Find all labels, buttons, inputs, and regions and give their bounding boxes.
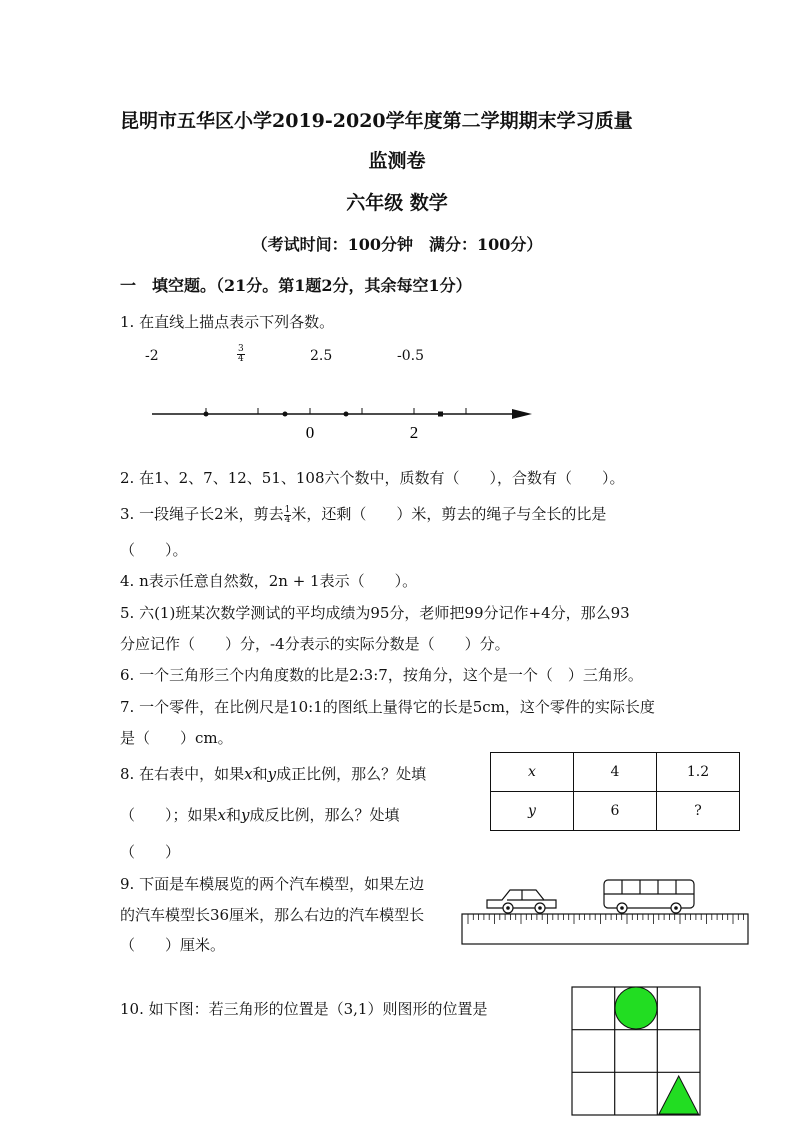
q8-text: 和 xyxy=(225,806,241,824)
position-grid xyxy=(570,984,704,1118)
q8-var-y: y xyxy=(267,765,277,783)
triangle-shape xyxy=(659,1076,698,1114)
section-title: 一 填空题。（21分。第1题2分，其余每空1分） xyxy=(120,276,472,295)
subject-title: 六年级 数学 xyxy=(346,192,448,214)
question-9-line2: 的汽车模型长36厘米，那么右边的汽车模型长 xyxy=(120,906,425,924)
q1-fraction xyxy=(237,344,245,364)
question-5-line2: 分应记作（ ）分，-4分表示的实际分数是（ ）分。 xyxy=(120,635,510,653)
car-models-figure xyxy=(460,874,752,946)
car-icon xyxy=(487,890,556,913)
table-cell: y xyxy=(491,792,574,831)
table-cell: 4 xyxy=(574,753,657,792)
question-3-line2: （ ）。 xyxy=(120,541,188,559)
arrow-icon xyxy=(512,409,532,419)
question-8-line1 xyxy=(120,763,426,784)
q8-text: 成正比例，那么？处填 xyxy=(276,765,427,783)
question-6: 6. 一个三角形三个内角度数的比是2:3:7，按角分，这个是一个（ ）三角形。 xyxy=(120,666,643,684)
q1-number-b: 2.5 xyxy=(310,348,333,364)
proportion-table xyxy=(490,752,740,831)
axis-label-2: 2 xyxy=(409,423,419,442)
question-9-line3: （ ）厘米。 xyxy=(120,936,226,954)
question-7-line1: 7. 一个零件，在比例尺是10:1的图纸上量得它的长是5cm，这个零件的实际长度 xyxy=(120,698,655,716)
q8-text: （ ）；如果 xyxy=(120,806,218,824)
question-2: 2. 在1、2、7、12、51、108六个数中，质数有（ ），合数有（ ）。 xyxy=(120,469,625,487)
question-8-line2 xyxy=(120,804,400,825)
question-4: 4. n表示任意自然数，2n + 1表示（ ）。 xyxy=(120,572,418,590)
page-title-line2: 监测卷 xyxy=(368,150,426,172)
q8-var-x: x xyxy=(217,806,226,824)
table-cell: 6 xyxy=(574,792,657,831)
question-3 xyxy=(120,503,606,525)
square-marker xyxy=(438,412,443,417)
q8-var-x: x xyxy=(244,765,253,783)
q8-var-y: y xyxy=(241,806,250,824)
question-3-part2: 米，还剩（ ）米，剪去的绳子与全长的比是 xyxy=(291,505,607,523)
dot-marker xyxy=(283,412,288,417)
question-8-line3: （ ） xyxy=(120,843,181,861)
q3-fraction-num: 1 xyxy=(284,504,291,515)
q1-fraction-num: 3 xyxy=(238,344,244,354)
table-row xyxy=(491,792,740,831)
q8-text: 8. 在右表中，如果 xyxy=(120,765,245,783)
bus-icon xyxy=(604,880,694,913)
question-7-line2: 是（ ）cm。 xyxy=(120,729,233,747)
circle-shape xyxy=(615,987,657,1029)
question-5-line1: 5. 六(1)班某次数学测试的平均成绩为95分，老师把99分记作+4分，那么93 xyxy=(120,604,630,622)
q1-number-c: -0.5 xyxy=(397,348,424,364)
q1-fraction-den: 4 xyxy=(238,354,244,364)
dot-marker xyxy=(204,412,209,417)
table-cell: x xyxy=(491,753,574,792)
table-cell: 1.2 xyxy=(657,753,740,792)
question-3-part1: 3. 一段绳子长2米，剪去 xyxy=(120,505,284,523)
axis-label-0: 0 xyxy=(305,423,315,442)
question-1: 1. 在直线上描点表示下列各数。 xyxy=(120,313,335,331)
q8-text: 成反比例，那么？处填 xyxy=(249,806,400,824)
page-title: 昆明市五华区小学2019-2020学年度第二学期期末学习质量 xyxy=(120,110,633,132)
q8-text: 和 xyxy=(252,765,268,783)
q3-fraction-den: 4 xyxy=(284,514,291,525)
table-cell: ? xyxy=(657,792,740,831)
ruler-icon xyxy=(462,914,748,944)
exam-info: （考试时间：100分钟 满分：100分） xyxy=(251,235,543,254)
q1-number-a: -2 xyxy=(145,348,159,364)
table-row xyxy=(491,753,740,792)
dot-marker xyxy=(344,412,349,417)
question-9-line1: 9. 下面是车模展览的两个汽车模型，如果左边 xyxy=(120,875,425,893)
question-10: 10. 如下图：若三角形的位置是（3,1）则图形的位置是 xyxy=(120,1000,488,1018)
number-line xyxy=(140,398,540,444)
